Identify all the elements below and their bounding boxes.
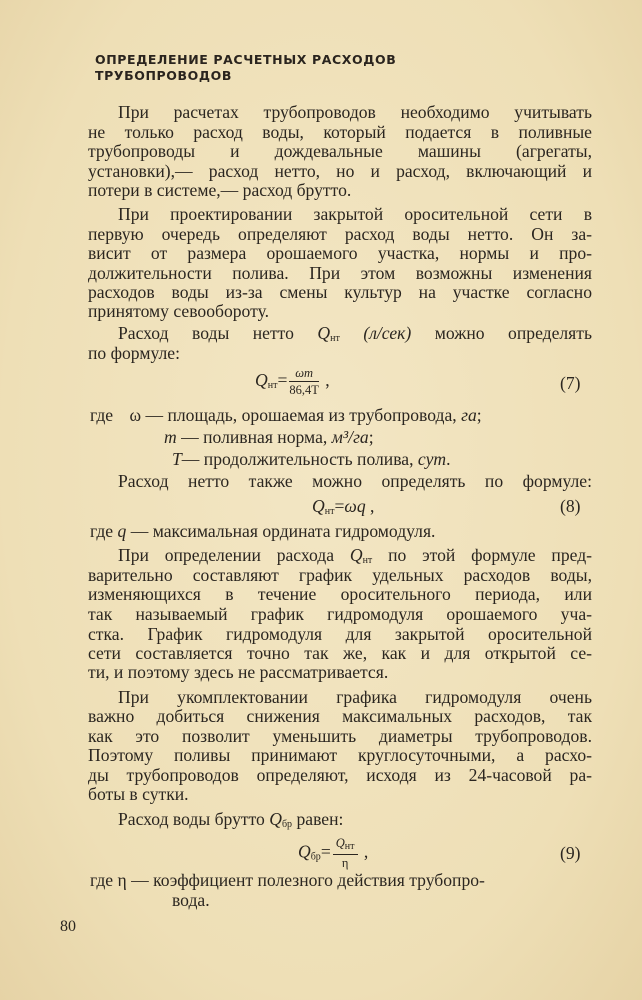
- text-line: ти, и поэтому здесь не рассматривается.: [88, 662, 389, 682]
- section-heading: ОПРЕДЕЛЕНИЕ РАСЧЕТНЫХ РАСХОДОВ: [95, 52, 397, 67]
- symbol: Q: [312, 496, 325, 516]
- text: где: [90, 521, 118, 541]
- text-line: [118, 809, 592, 835]
- text-line: При расчетах трубопроводов необходимо учитывать: [118, 102, 592, 122]
- text-line: не только расход воды, который подается в поливные: [88, 122, 592, 142]
- symbol: m: [164, 427, 177, 447]
- formula-8: [312, 496, 374, 517]
- text-line: так называемый график гидромодуля орошаемого уча-: [88, 604, 592, 624]
- text: можно определять: [411, 323, 592, 343]
- comma: ,: [320, 370, 330, 391]
- text: — максимальная ордината гидромодуля.: [126, 521, 436, 541]
- unit: сут: [417, 449, 447, 469]
- text-line: висит от размера орошаемого участка, нормы и про-: [88, 243, 592, 263]
- section-heading-line2: ТРУБОПРОВОДОВ: [95, 68, 232, 83]
- symbol: Q: [317, 323, 331, 343]
- fraction: [289, 366, 319, 398]
- equation-number: (9): [560, 843, 581, 863]
- text: — площадь, орошаемая из трубопровода,: [141, 405, 462, 425]
- comma: ,: [359, 841, 369, 862]
- symbol: η: [117, 870, 127, 890]
- text: — поливная норма,: [176, 427, 332, 447]
- text-line: важно добиться снижения максимальных расходов, так: [88, 706, 592, 726]
- symbol: ω: [129, 405, 142, 425]
- text: где: [90, 405, 118, 425]
- text-line: принятому севообороту.: [88, 301, 269, 321]
- text: — продолжительность полива,: [181, 449, 418, 469]
- definition-continuation: вода.: [172, 890, 210, 910]
- equals: =: [277, 370, 288, 391]
- text: ;: [368, 427, 374, 447]
- symbol: q: [117, 521, 127, 541]
- subscript: бр: [281, 819, 293, 830]
- text-line: ды трубопроводов определяют, исходя из 24-часовой ра-: [88, 765, 592, 785]
- page-number: 80: [60, 918, 76, 935]
- symbol: Q: [335, 836, 345, 850]
- definition: [164, 427, 374, 448]
- definition: [172, 449, 451, 470]
- symbol: T: [172, 449, 182, 469]
- subscript: бр: [310, 851, 321, 863]
- text: — коэффициент полезного действия трубопро-: [126, 870, 485, 890]
- text-line: расходов воды из-за смены культур на участке согласно: [88, 282, 592, 302]
- text-line: боты в сутки.: [88, 784, 189, 804]
- text: равен:: [292, 809, 344, 829]
- text-line: При укомплектовании графика гидромодуля очень: [118, 687, 592, 707]
- formula-9: [298, 836, 368, 871]
- text-line: как это позволит уменьшить диаметры трубопроводов.: [88, 726, 592, 746]
- numerator: [333, 836, 358, 855]
- symbol: Q: [349, 545, 363, 565]
- text: где: [90, 870, 118, 890]
- symbol: Q: [298, 841, 311, 862]
- text-line: Расход нетто также можно определять по формуле:: [118, 471, 592, 491]
- comma: ,: [365, 496, 375, 516]
- equals: =: [334, 496, 345, 516]
- fraction: [333, 836, 358, 871]
- definition: [90, 521, 435, 542]
- text: по этой формуле пред-: [372, 545, 593, 565]
- subscript: нт: [344, 841, 355, 852]
- text-line: первую очередь определяют расход воды нетто. Он за-: [88, 224, 592, 244]
- subscript: нт: [324, 506, 335, 517]
- text: ;: [476, 405, 482, 425]
- definition: [90, 405, 482, 426]
- text-line: варительно составляют график удельных расходов воды,: [88, 565, 592, 585]
- text-line: стка. График гидромодуля для закрытой оросительной: [88, 624, 592, 644]
- text: .: [446, 449, 451, 469]
- text: Расход воды брутто: [118, 809, 270, 829]
- unit: (л/сек): [339, 323, 412, 343]
- text-line: сети составляется точно так же, как и для открытой се-: [88, 643, 592, 663]
- text-line: установки),— расход нетто, но и расход, включающий и: [88, 161, 592, 181]
- text-line: должительности полива. При этом возможны изменения: [88, 263, 592, 283]
- definition: [90, 870, 580, 891]
- text-line: потери в системе,— расход брутто.: [88, 180, 352, 200]
- text: Расход воды нетто: [118, 323, 318, 343]
- text: При определении расхода: [118, 545, 350, 565]
- unit: м³/га: [331, 427, 369, 447]
- symbol: Q: [255, 370, 268, 391]
- denominator: η: [341, 856, 349, 870]
- equation-number: (7): [560, 373, 581, 393]
- formula-7: [255, 366, 330, 398]
- subscript: нт: [267, 380, 278, 392]
- unit: га: [461, 405, 477, 425]
- symbol: Q: [269, 809, 282, 829]
- equals: =: [320, 841, 331, 862]
- text-line: трубопроводы и дождевальные машины (агрегаты,: [88, 141, 592, 161]
- equation-number: (8): [560, 496, 581, 516]
- subscript: нт: [362, 555, 373, 566]
- text-line: Поэтому поливы принимают круглосуточными, а расхо-: [88, 745, 592, 765]
- text-line: изменяющихся в течение оросительного периода, или: [88, 584, 592, 604]
- numerator: ωm: [289, 366, 319, 382]
- text-line: При проектировании закрытой оросительной сети в: [118, 204, 592, 224]
- denominator: 86,4T: [289, 383, 319, 397]
- rhs: ωq: [344, 496, 366, 516]
- subscript: нт: [330, 333, 340, 344]
- text-line: по формуле:: [88, 343, 180, 363]
